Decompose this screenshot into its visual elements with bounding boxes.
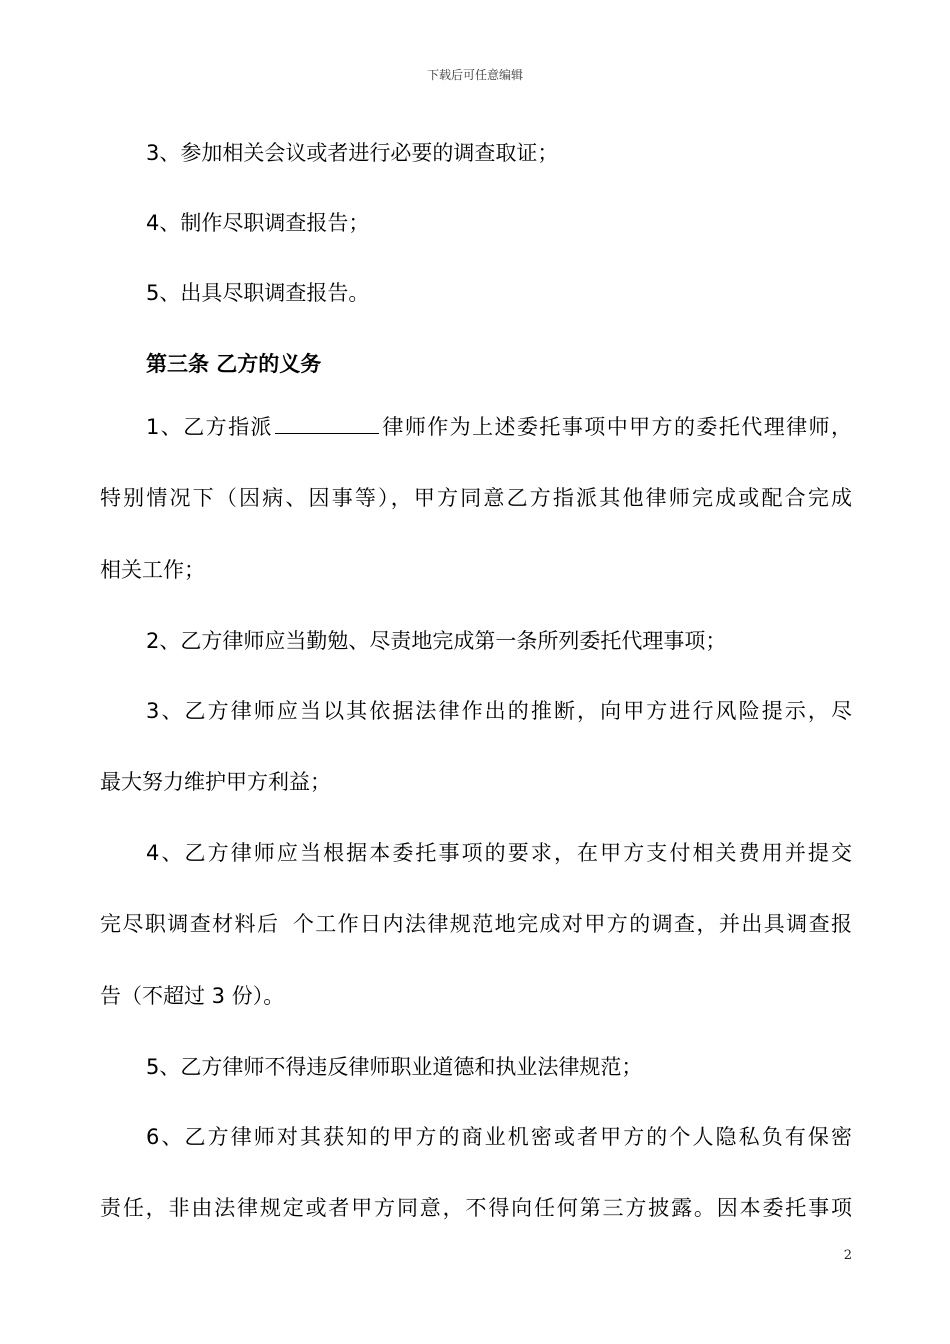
page-number: 2 xyxy=(843,1248,852,1263)
duty-4-line-2 xyxy=(100,888,852,960)
duty-3-line-1: 3、乙方律师应当以其依据法律作出的推断，向甲方进行风险提示，尽 xyxy=(146,699,852,723)
duty-2: 2、乙方律师应当勤勉、尽责地完成第一条所列委托代理事项； xyxy=(146,629,727,653)
duty-6-line-1: 6、乙方律师对其获知的甲方的商业机密或者甲方的个人隐私负有保密 xyxy=(146,1125,852,1149)
duty-1-line-1 xyxy=(100,392,852,462)
duty-1-text-b: 律师作为上述委托事项中甲方的委托代理律师， xyxy=(380,415,852,439)
duty-4-text-b: 个工作日内法律规范地完成对甲方的调查，并出具调查报 xyxy=(291,912,852,936)
duty-4-line-3: 告（不超过 3 份）。 xyxy=(100,984,285,1008)
duty-3-line-2: 最大努力维护甲方利益； xyxy=(100,770,331,794)
duty-1-text-a: 1、乙方指派 xyxy=(146,415,273,439)
fill-in-blank xyxy=(275,413,379,434)
duty-4-line-1: 4、乙方律师应当根据本委托事项的要求，在甲方支付相关费用并提交 xyxy=(146,841,852,865)
duty-4-text-a: 完尽职调查材料后 xyxy=(100,912,280,936)
duty-6-line-2: 责任，非由法律规定或者甲方同意，不得向任何第三方披露。因本委托事项 xyxy=(100,1196,852,1220)
list-item-5: 5、出具尽职调查报告。 xyxy=(146,281,370,305)
list-item-4: 4、制作尽职调查报告； xyxy=(146,211,370,235)
section-heading: 第三条 乙方的义务 xyxy=(146,352,322,376)
list-item-3: 3、参加相关会议或者进行必要的调查取证； xyxy=(146,141,559,165)
duty-5: 5、乙方律师不得违反律师职业道德和执业法律规范； xyxy=(146,1055,643,1079)
duty-1-line-2: 特别情况下（因病、因事等），甲方同意乙方指派其他律师完成或配合完成 xyxy=(100,486,852,510)
document-body xyxy=(100,118,852,1244)
page-header: 下载后可任意编辑 xyxy=(426,68,523,82)
duty-1-line-3: 相关工作； xyxy=(100,558,205,582)
